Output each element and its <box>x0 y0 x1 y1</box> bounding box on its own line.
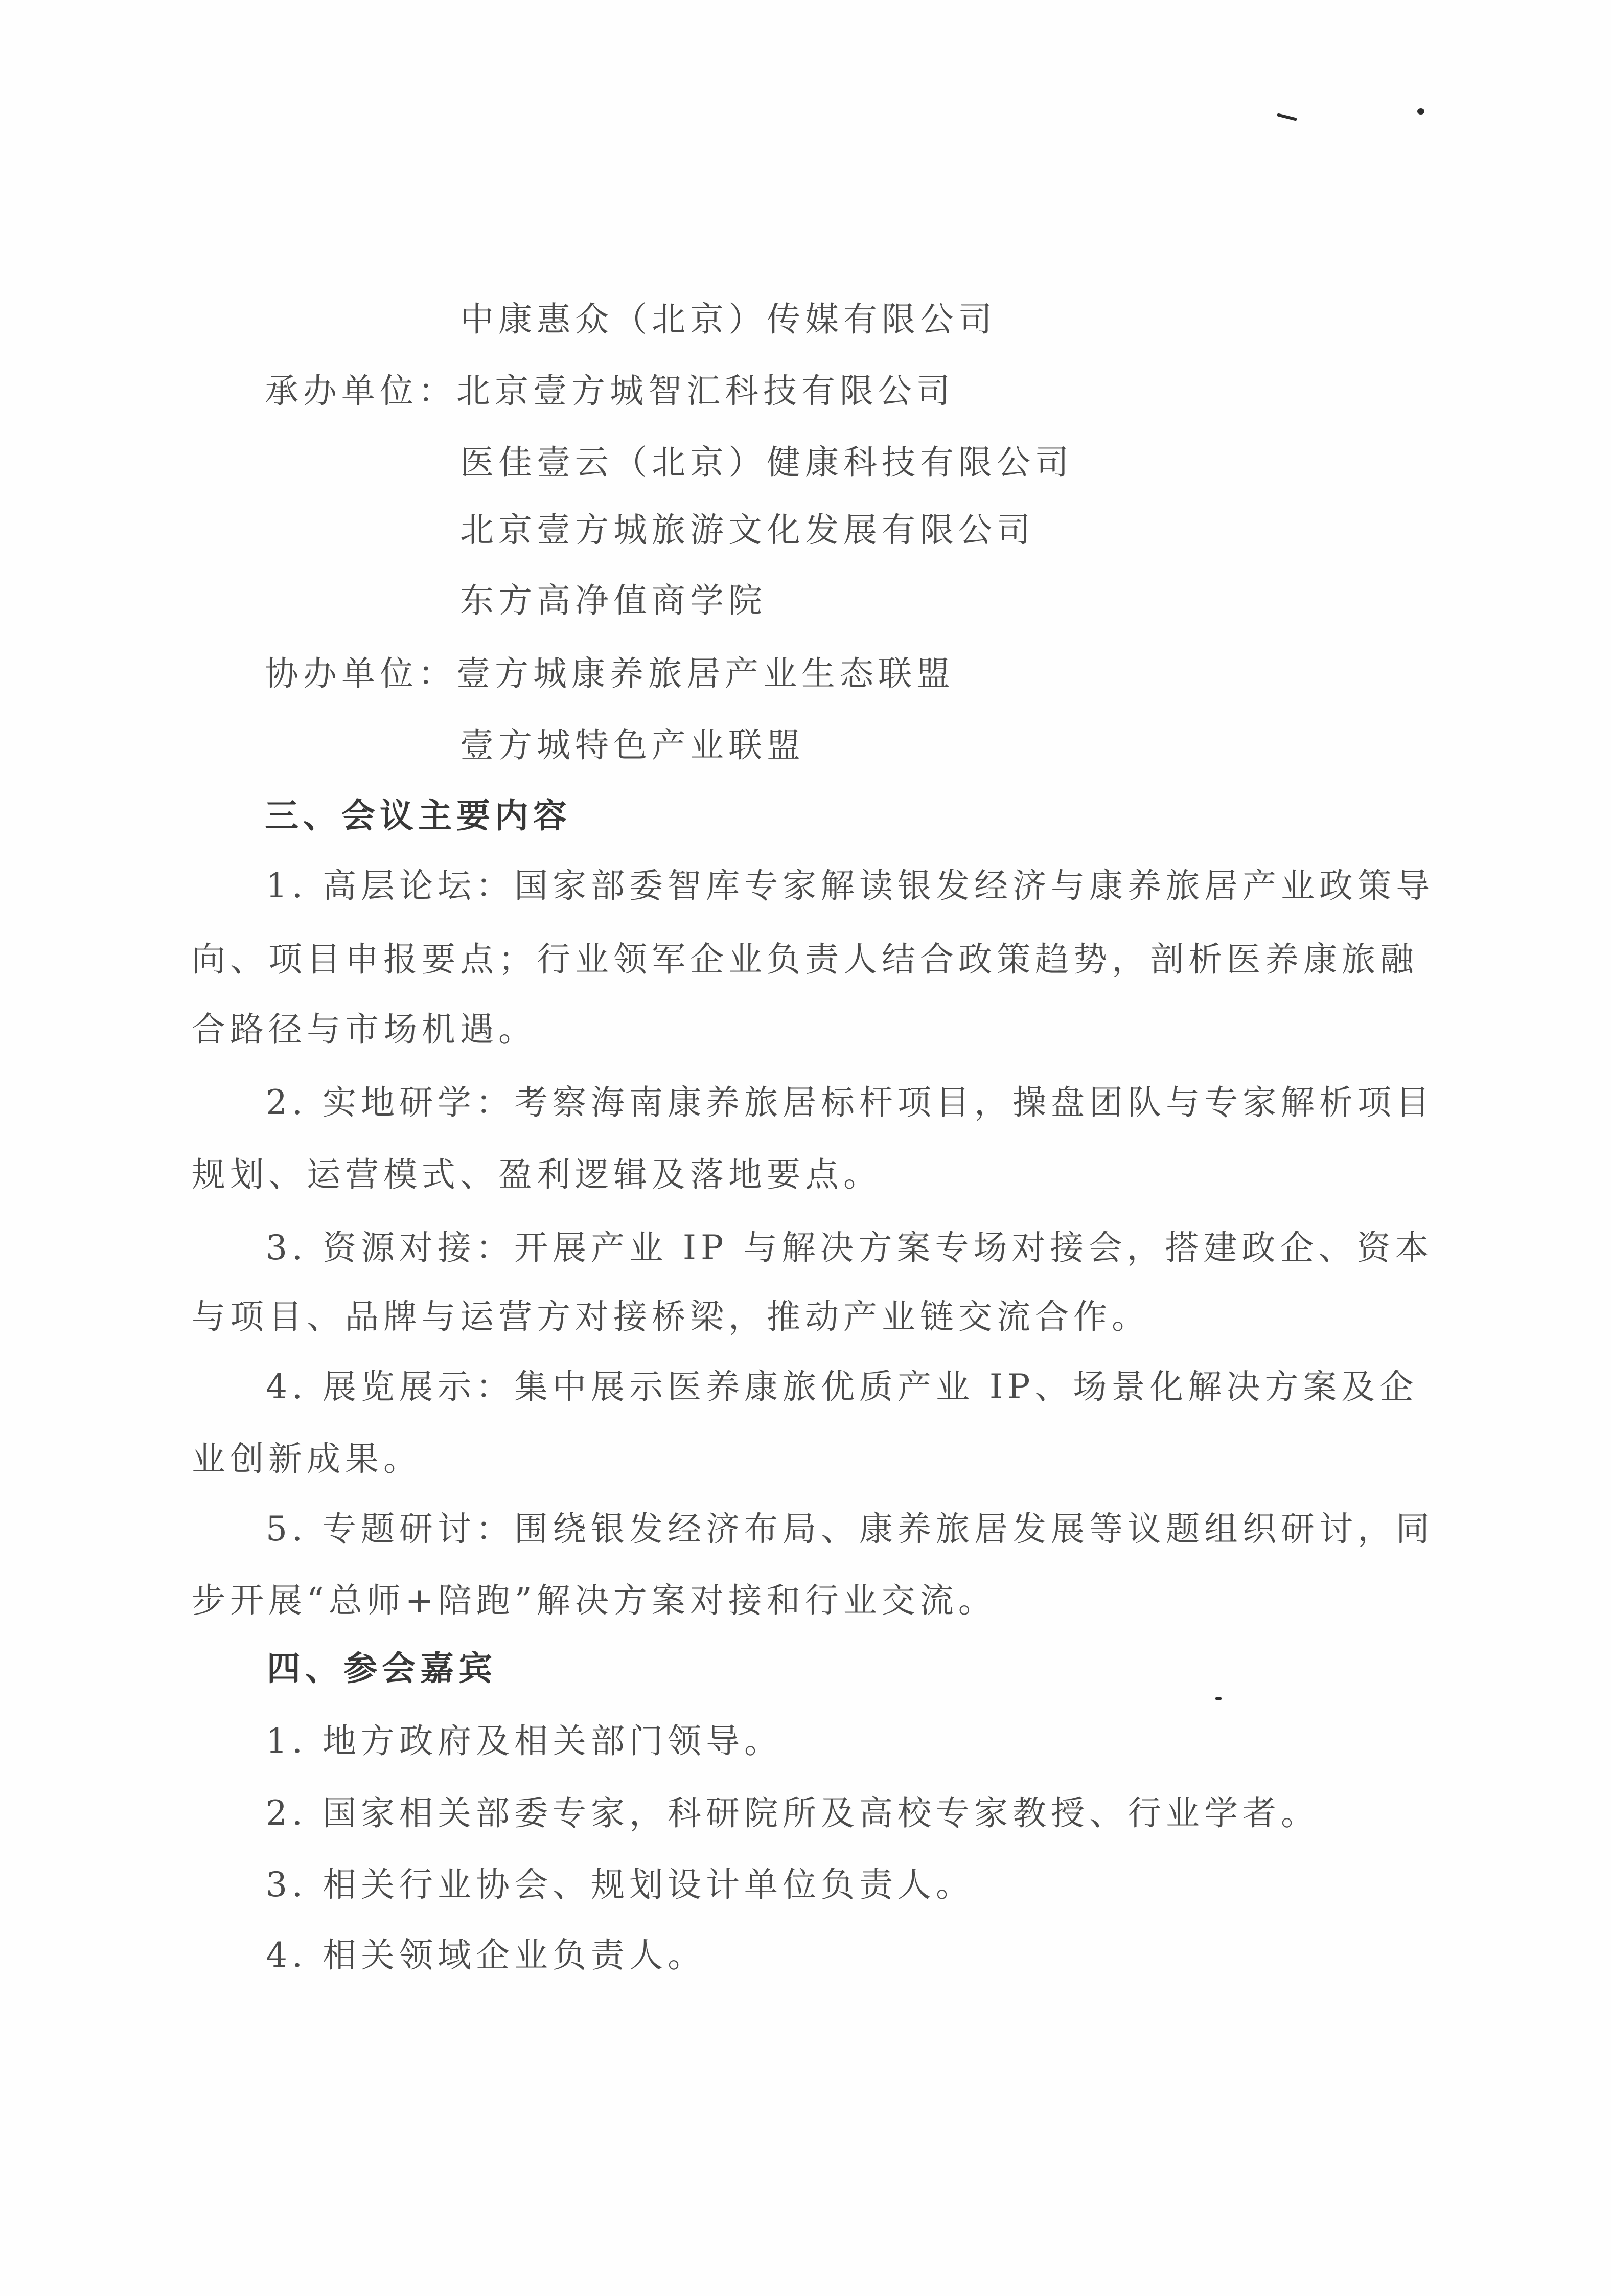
guest-item: 3. 相关行业协会、规划设计单位负责人。 <box>266 1865 974 1904</box>
co-organizers-label: 协办单位： <box>265 654 456 693</box>
content-item-5-line: 5. 专题研讨：围绕银发经济布局、康养旅居发展等议题组织研讨，同 <box>266 1509 1434 1549</box>
guest-item: 4. 相关领域企业负责人。 <box>266 1936 706 1975</box>
scan-mark <box>1277 113 1297 121</box>
guest-item: 1. 地方政府及相关部门领导。 <box>266 1721 783 1761</box>
host-unit-item: 东方高净值商学院 <box>460 581 767 620</box>
content-item-2-line: 规划、运营模式、盈利逻辑及落地要点。 <box>192 1155 882 1194</box>
content-item-3-line: 与项目、品牌与运营方对接桥梁，推动产业链交流合作。 <box>192 1297 1150 1336</box>
co-organizer-item: 壹方城特色产业联盟 <box>460 725 805 765</box>
organizer-line: 中康惠众（北京）传媒有限公司 <box>460 300 997 339</box>
content-item-2-line: 2. 实地研学：考察海南康养旅居标杆项目，操盘团队与专家解析项目 <box>266 1083 1434 1122</box>
section-heading-main-content: 三、会议主要内容 <box>265 796 571 835</box>
co-organizer-item: 壹方城康养旅居产业生态联盟 <box>456 654 955 693</box>
scan-mark <box>1417 108 1424 115</box>
content-item-3-line: 3. 资源对接：开展产业 IP 与解决方案专场对接会，搭建政企、资本 <box>266 1228 1434 1267</box>
host-unit-item: 北京壹方城旅游文化发展有限公司 <box>460 510 1035 550</box>
host-units-row <box>265 366 955 417</box>
host-unit-item: 北京壹方城智汇科技有限公司 <box>456 371 955 411</box>
content-item-4-line: 业创新成果。 <box>192 1439 422 1479</box>
content-item-1-line: 向、项目申报要点；行业领军企业负责人结合政策趋势，剖析医养康旅融 <box>192 940 1418 979</box>
guest-item: 2. 国家相关部委专家，科研院所及高校专家教授、行业学者。 <box>266 1793 1319 1833</box>
content-item-5-line: 步开展“总师+陪跑”解决方案对接和行业交流。 <box>192 1581 997 1620</box>
host-units-label: 承办单位： <box>265 371 456 411</box>
host-unit-item: 医佳壹云（北京）健康科技有限公司 <box>460 443 1073 482</box>
content-item-1-line: 1. 高层论坛：国家部委智库专家解读银发经济与康养旅居产业政策导 <box>266 866 1434 905</box>
section-heading-guests: 四、参会嘉宾 <box>267 1649 497 1688</box>
co-organizers-row <box>265 648 955 699</box>
scan-mark <box>1215 1697 1222 1700</box>
content-item-4-line: 4. 展览展示：集中展示医养康旅优质产业 IP、场景化解决方案及企 <box>266 1367 1418 1406</box>
content-item-1-line: 合路径与市场机遇。 <box>192 1010 537 1049</box>
